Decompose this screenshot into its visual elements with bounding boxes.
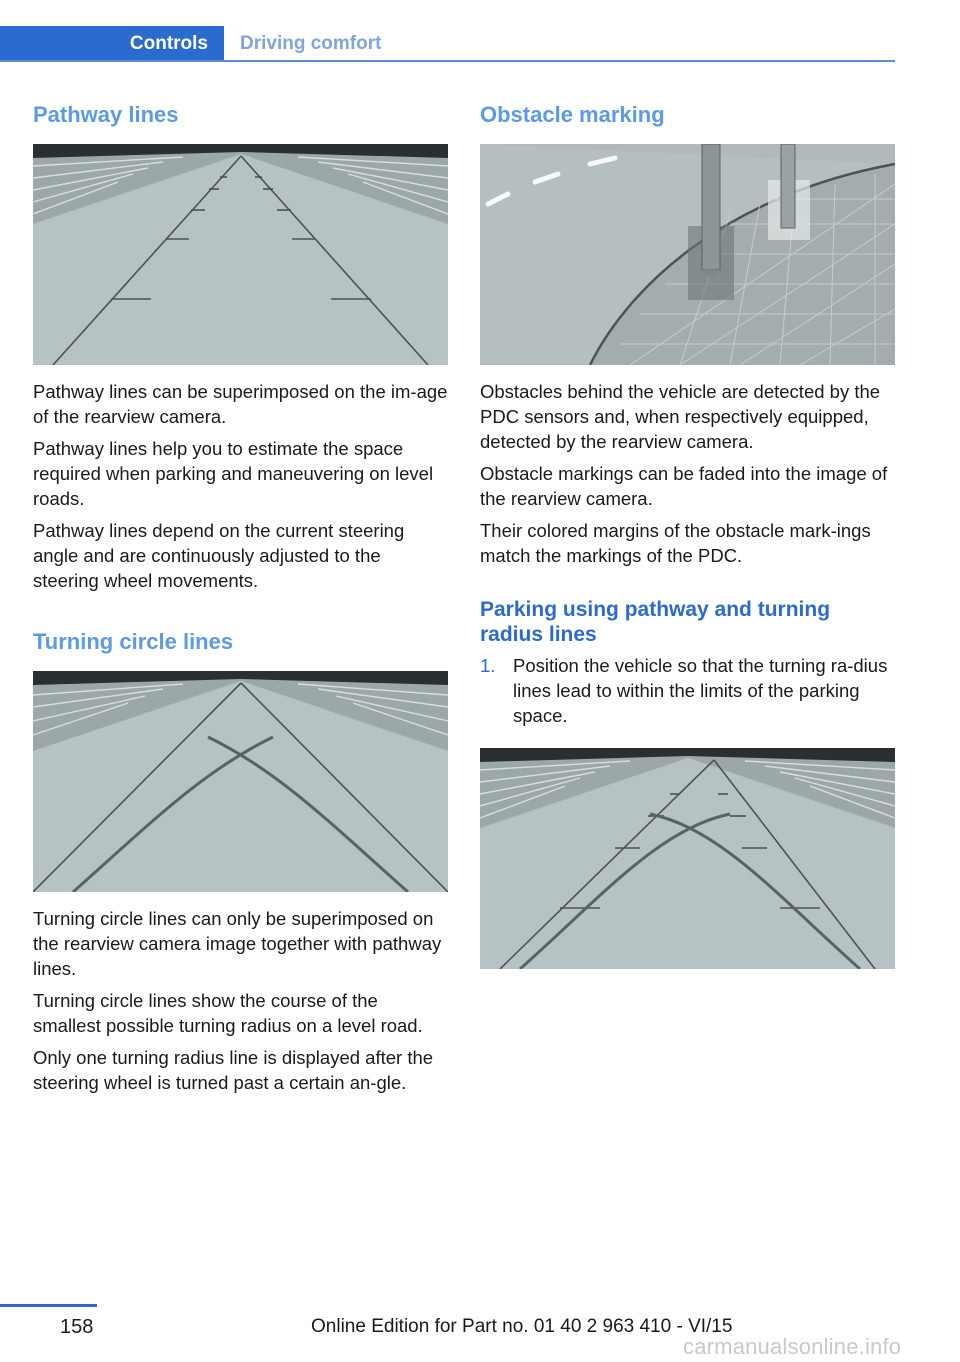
- page-number: 158: [60, 1316, 94, 1338]
- paragraph: Only one turning radius line is displayed after the steering wheel is turned past a certain an‐gle.: [33, 1047, 434, 1093]
- section-title-turning-circle-lines: Turning circle lines: [33, 629, 234, 654]
- paragraph: Pathway lines depend on the current steering angle and are continuously adjusted to the steering wheel movements.: [33, 520, 405, 591]
- header-rule: [0, 60, 895, 62]
- section-title-pathway-lines: Pathway lines: [33, 102, 179, 127]
- paragraph: Obstacle markings can be faded into the image of the rearview camera.: [480, 463, 888, 509]
- step-text: Position the vehicle so that the turning ra‐dius lines lead to within the limits of the parking space.: [513, 655, 888, 726]
- step-number: 1.: [480, 655, 496, 676]
- edition-note: Online Edition for Part no. 01 40 2 963 410 - VI/15: [311, 1316, 733, 1337]
- section-title-parking: Parking using pathway and turning radius lines: [480, 598, 831, 646]
- right-column: [480, 100, 896, 969]
- turning-circle-lines-figure: [33, 671, 448, 892]
- watermark: carmanualsonline.info: [683, 1334, 902, 1359]
- page-number-rule: [0, 1304, 97, 1307]
- paragraph: Their colored margins of the obstacle mark‐ings match the markings of the PDC.: [480, 520, 871, 566]
- tab-driving-comfort[interactable]: Driving comfort: [240, 32, 382, 54]
- paragraph: Obstacles behind the vehicle are detected by the PDC sensors and, when respectively equipped, detected by the rearview camera.: [480, 381, 881, 452]
- paragraph: Turning circle lines show the course of the smallest possible turning radius on a level road.: [33, 990, 423, 1036]
- section-title-obstacle-marking: Obstacle marking: [480, 102, 665, 127]
- obstacle-marking-figure: [480, 144, 895, 365]
- pathway-lines-figure: [33, 144, 448, 365]
- parking-pathway-figure: [480, 748, 895, 969]
- paragraph: Turning circle lines can only be superimposed on the rearview camera image together with pathway lines.: [33, 908, 442, 979]
- tab-controls[interactable]: Controls: [0, 26, 224, 61]
- paragraph: Pathway lines can be superimposed on the im‐age of the rearview camera.: [33, 381, 448, 427]
- list-item: [480, 653, 896, 728]
- paragraph: Pathway lines help you to estimate the space required when parking and maneuvering on level roads.: [33, 438, 434, 509]
- left-column: [33, 100, 449, 1095]
